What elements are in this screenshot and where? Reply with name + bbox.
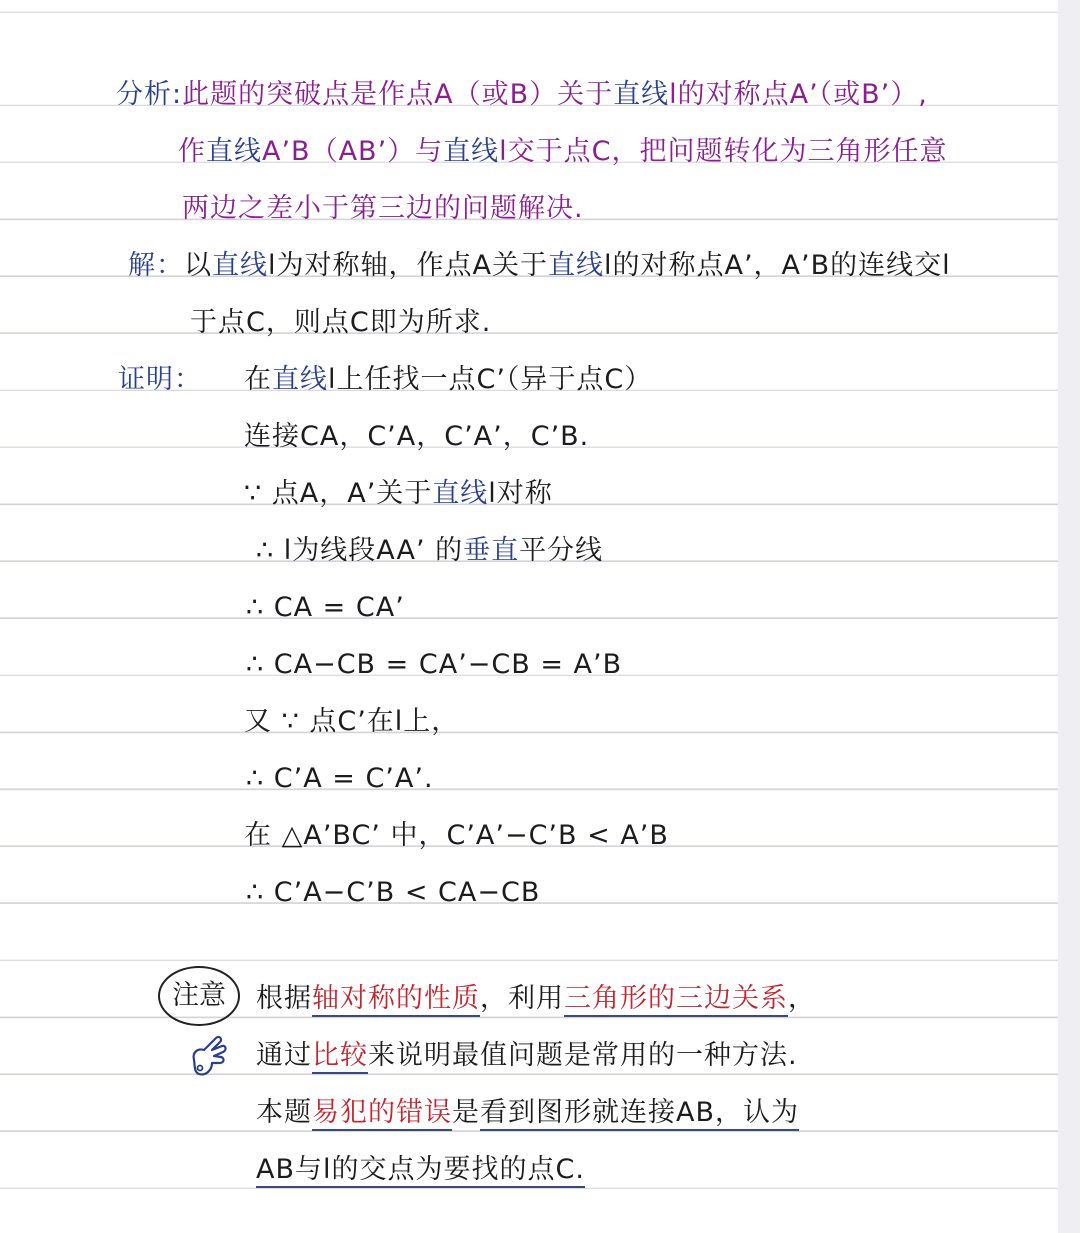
analysis-line-3: 两边之差小于第三边的问题解决. bbox=[182, 193, 584, 224]
analysis-line-1: 分析:此题的突破点是作点A（或B）关于直线l的对称点A’（或B’）, bbox=[116, 79, 928, 110]
note-line-2: 通过比较来说明最值问题是常用的一种方法. bbox=[256, 1039, 798, 1073]
proof-line-10: ∴ C’A−C’B < CA−CB bbox=[246, 877, 541, 908]
proof-line-2: 连接CA，C’A，C’A’，C’B. bbox=[244, 421, 590, 452]
pointing-hand-icon bbox=[188, 1030, 232, 1080]
proof-line-4: ∴ l为线段AA’ 的垂直平分线 bbox=[256, 535, 604, 566]
solution-line-2: 于点C，则点C即为所求. bbox=[190, 307, 492, 338]
proof-label: 证明： bbox=[118, 364, 202, 395]
page-edge bbox=[1058, 0, 1080, 1233]
proof-line-9: 在 △A’BC’ 中，C’A’−C’B < A’B bbox=[244, 820, 669, 851]
solution-line-1: 解：以直线l为对称轴，作点A关于直线l的对称点A’，A’B的连线交l bbox=[128, 250, 951, 281]
proof-line-3: ∵ 点A，A’关于直线l对称 bbox=[244, 478, 553, 509]
note-line-1: 根据轴对称的性质，利用三角形的三边关系， bbox=[256, 982, 816, 1016]
note-circle-label: 注意 bbox=[158, 966, 240, 1026]
note-line-3: 本题易犯的错误是看到图形就连接AB，认为 bbox=[256, 1096, 799, 1130]
proof-line-1: 在直线l上任找一点C’（异于点C） bbox=[244, 364, 653, 395]
analysis-label: 分析: bbox=[116, 79, 183, 110]
proof-line-7: 又 ∵ 点C’在l上， bbox=[244, 706, 460, 737]
proof-line-8: ∴ C’A = C’A’. bbox=[246, 763, 434, 794]
solution-label: 解： bbox=[128, 250, 184, 281]
proof-line-6: ∴ CA−CB = CA’−CB = A’B bbox=[246, 649, 623, 680]
analysis-line-2: 作直线A’B（AB’）与直线l交于点C，把问题转化为三角形任意 bbox=[178, 136, 948, 167]
note-line-4: AB与l的交点为要找的点C. bbox=[256, 1153, 585, 1187]
proof-line-5: ∴ CA = CA’ bbox=[246, 592, 405, 623]
